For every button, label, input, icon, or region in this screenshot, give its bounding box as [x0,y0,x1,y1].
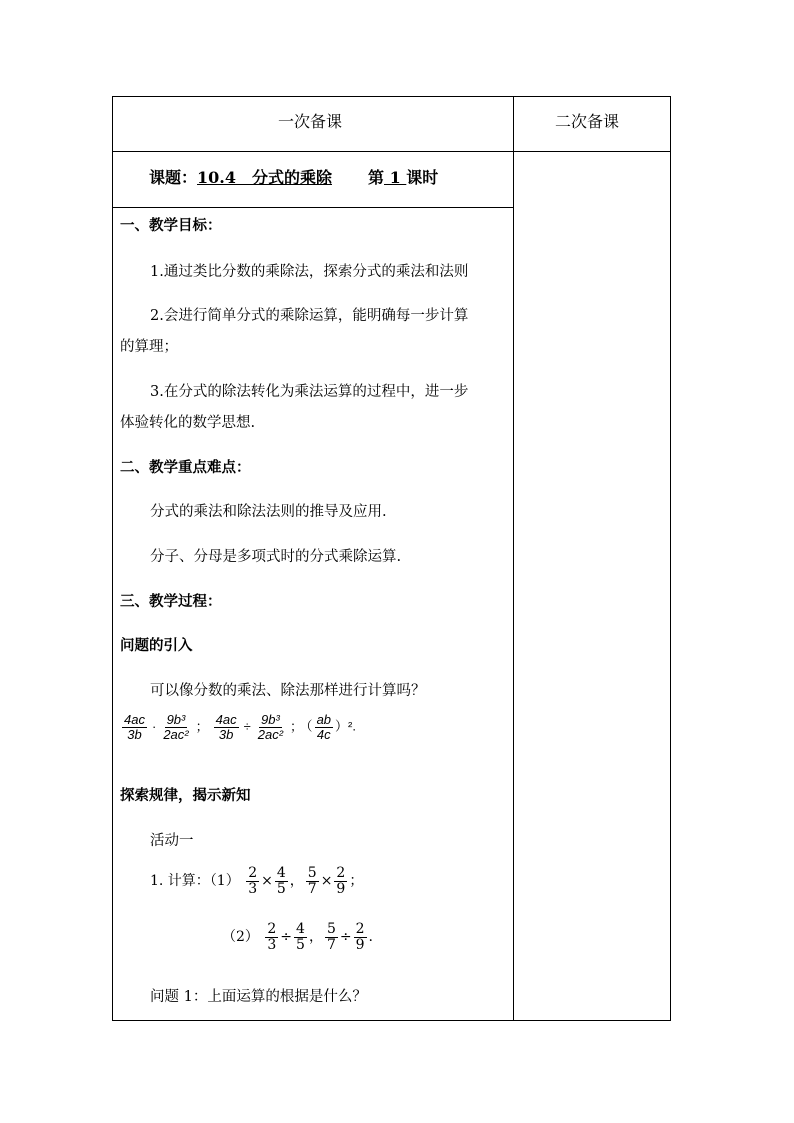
section-process-heading: 三、教学过程： [120,593,222,610]
separator-2: ； [290,718,304,734]
lesson-post: 课时 [406,168,439,187]
section-objectives-heading: 一、教学目标： [120,217,222,234]
semicolon: ； [349,873,364,890]
fraction-4-5: $\frac{4}{5}$ [276,865,286,897]
section-keypoints-heading: 二、教学重点难点： [120,459,251,476]
header-second-prep: 二次备课 [555,112,620,131]
times-sign: × [261,873,273,890]
fraction-ab-4c: $\frac{ab}{4c}$ [316,712,332,742]
fraction-2-9: $\frac{2}{9}$ [336,865,346,897]
paren-close-squared: ）². [335,718,356,734]
period: . [368,929,373,946]
objective-3b: 体验转化的数学思想. [120,415,256,431]
separator: ； [195,718,209,734]
multiply-dot: · [151,718,157,734]
fraction-5-7-b: $\frac{5}{7}$ [326,921,336,953]
fraction-2-3: $\frac{2}{3}$ [248,865,258,897]
activity-label: 活动一 [150,833,194,849]
formula-row [120,713,356,741]
calc-label: 1. 计算： [150,873,210,890]
part-2-label: （2） [222,929,259,946]
keypoint-1: 分式的乘法和除法法则的推导及应用. [150,504,387,520]
fraction-4-5-b: $\frac{4}{5}$ [296,921,305,953]
lesson-title [149,165,438,188]
divide-sign-b2: ÷ [339,929,352,946]
objective-3a: 3.在分式的除法转化为乘法运算的过程中，进一步 [150,384,469,400]
intro-question: 可以像分数的乘法、除法那样进行计算吗？ [150,683,426,699]
header-divider [113,151,670,152]
title-topic: 10.4 分式的乘除 [197,168,332,187]
fraction-2-3-b: $\frac{2}{3}$ [267,921,277,953]
explore-subheading: 探索规律，揭示新知 [120,787,251,804]
comma: ， [289,873,304,890]
divide-sign-b: ÷ [280,929,293,946]
fraction-5-7: $\frac{5}{7}$ [307,865,317,897]
lesson-pre: 第 [368,168,385,187]
divide-sign: ÷ [243,718,251,734]
lesson-number: 1 [384,168,407,187]
paren-open: （ [306,718,313,734]
column-divider [513,97,514,1020]
title-prefix: 课题： [149,168,198,187]
objective-2a: 2.会进行简单分式的乘除运算，能明确每一步计算 [150,308,469,324]
fraction-4ac-3b: $\frac{4ac}{3b}$ [124,712,145,742]
header-first-prep: 一次备课 [278,112,343,131]
question-1: 问题 1：上面运算的根据是什么？ [150,989,367,1005]
objective-1: 1.通过类比分数的乘除法，探索分式的乘法和法则 [150,264,469,280]
part-1-label: （1） [209,873,240,890]
calc-part-1 [150,866,363,896]
title-divider [113,207,513,208]
intro-subheading: 问题的引入 [120,637,193,654]
comma-b: ， [308,929,323,946]
fraction-2-9-b: $\frac{2}{9}$ [355,921,365,953]
keypoint-2: 分子、分母是多项式时的分式乘除运算. [150,549,402,565]
calc-part-2 [222,922,373,952]
times-sign-2: × [320,873,333,890]
objective-2b: 的算理； [120,339,178,355]
fraction-9b3-2ac2: $\frac{\text{9b³}}{\text{2ac²}}$ [163,712,189,742]
fraction-9b3-2ac2-2: $\frac{\text{9b³}}{\text{2ac²}}$ [257,712,284,742]
fraction-4ac-3b-2: $\frac{4ac}{3b}$ [215,712,237,742]
